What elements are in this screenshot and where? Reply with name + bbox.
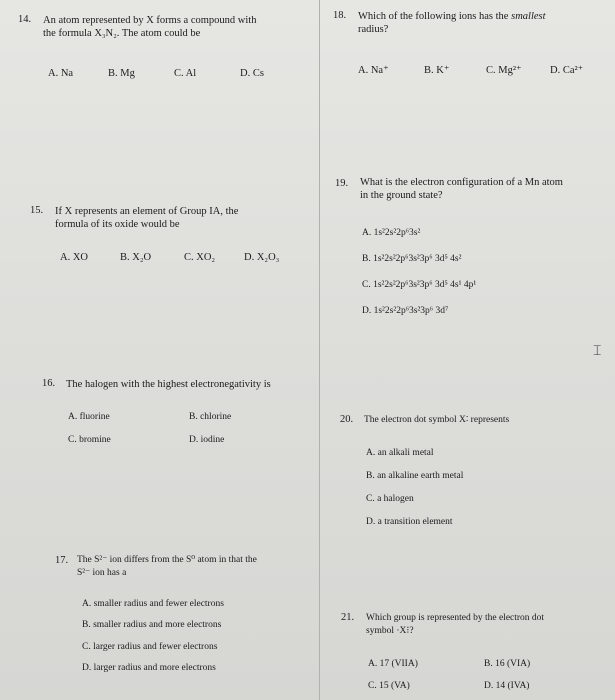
answer-option: C. a halogen (366, 494, 414, 504)
question-number: 15. (30, 205, 44, 216)
answer-option: C. 1s²2s²2p⁶3s²3p⁶ 3d⁵ 4s¹ 4p¹ (362, 280, 477, 290)
question-text-line: Which of the following ions has the smallest (358, 11, 546, 22)
question-number: 20. (340, 414, 354, 425)
answer-option: D. Cs (240, 68, 264, 79)
question-text-line: The electron dot symbol X∶ represents (364, 415, 510, 425)
question-number: 19. (335, 178, 349, 189)
answer-option: D. 14 (IVA) (484, 681, 530, 691)
answer-option: D. larger radius and more electrons (82, 663, 216, 673)
question-number: 16. (42, 378, 56, 389)
question-text-line: radius? (358, 24, 389, 35)
question-text-line: the formula X₃N₂. The atom could be (43, 28, 201, 39)
answer-option: B. smaller radius and more electrons (82, 620, 222, 630)
answer-option: B. chlorine (189, 412, 232, 422)
answer-option: B. Mg (108, 68, 135, 79)
question-number: 17. (55, 555, 69, 566)
answer-option: A. 17 (VIIA) (368, 659, 418, 669)
question-text-line: S²⁻ ion has a (77, 568, 127, 578)
answer-option: A. Na (48, 68, 74, 79)
question-text-line: Which group is represented by the electron dot (366, 613, 545, 623)
answer-option: D. Ca²⁺ (550, 65, 584, 76)
answer-option: A. an alkali metal (366, 448, 434, 458)
question-text-line: in the ground state? (360, 190, 443, 201)
answer-option: C. Mg²⁺ (486, 65, 522, 76)
question-number: 21. (341, 612, 355, 623)
answer-option: C. XO₂ (184, 252, 216, 263)
answer-option: A. XO (60, 252, 88, 263)
question-number: 18. (333, 10, 347, 21)
emphasis-text: smallest (511, 11, 546, 22)
question-text-line: The S²⁻ ion differs from the S⁰ atom in that the (77, 555, 257, 565)
column-divider (319, 0, 320, 700)
answer-option: B. an alkaline earth metal (366, 471, 464, 481)
answer-option: D. X₂O₃ (244, 252, 280, 263)
answer-option: B. X₂O (120, 252, 152, 263)
answer-option: A. fluorine (68, 412, 110, 422)
answer-option: D. a transition element (366, 517, 453, 527)
question-number: 14. (18, 14, 32, 25)
question-text-line: symbol ·X⁝? (366, 626, 414, 636)
answer-option: C. 15 (VA) (368, 681, 410, 691)
text-cursor-icon: ⌶ (593, 343, 602, 359)
question-text-line: If X represents an element of Group IA, the (55, 206, 239, 217)
answer-option: C. Al (174, 68, 197, 79)
answer-option: C. larger radius and fewer electrons (82, 642, 218, 652)
question-text-line: An atom represented by X forms a compound with (43, 15, 257, 26)
question-text-line: formula of its oxide would be (55, 219, 180, 230)
answer-option: D. iodine (189, 435, 225, 445)
answer-option: B. 1s²2s²2p⁶3s²3p⁶ 3d⁵ 4s² (362, 254, 462, 264)
answer-option: A. 1s²2s²2p⁶3s² (362, 228, 421, 238)
answer-option: A. smaller radius and fewer electrons (82, 599, 224, 609)
question-text-line: The halogen with the highest electronegativity is (66, 379, 271, 390)
answer-option: C. bromine (68, 435, 111, 445)
answer-option: B. 16 (VIA) (484, 659, 531, 669)
question-text-line: What is the electron configuration of a Mn atom (360, 177, 563, 188)
answer-option: A. Na⁺ (358, 65, 389, 76)
answer-option: B. K⁺ (424, 65, 450, 76)
answer-option: D. 1s²2s²2p⁶3s²3p⁶ 3d⁷ (362, 306, 449, 316)
